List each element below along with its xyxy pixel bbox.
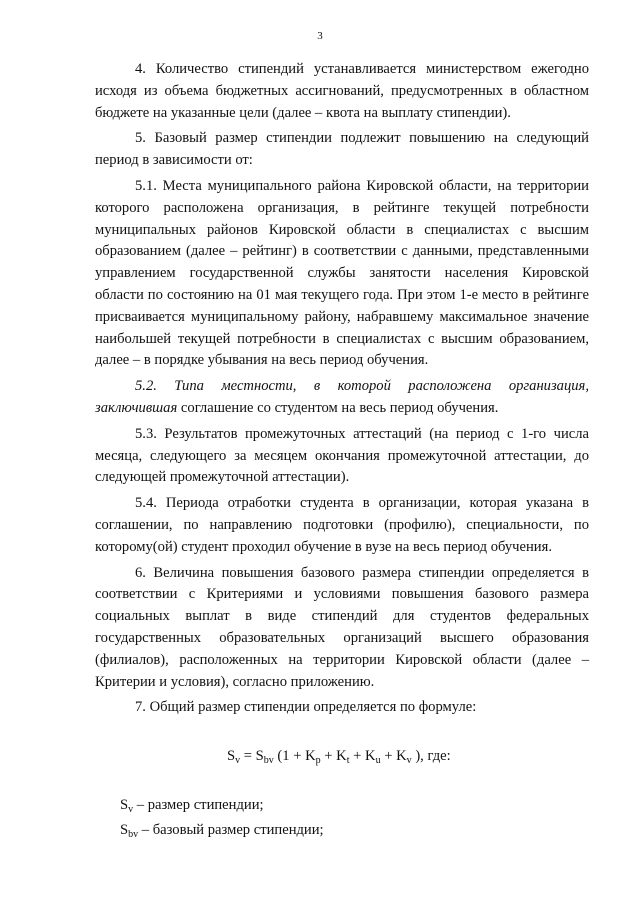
stipend-formula: $S_v = S_{bv}$ ($1 + K_p + K_t + K_u + K_v$ ), где: [227, 748, 451, 766]
definition-item: $S_v$ – размер стипендии; [120, 797, 264, 815]
definition-item: $S_{bv}$ – базовый размер стипендии; [120, 822, 324, 840]
formula-definitions [120, 793, 324, 843]
paragraph-7: 7. Общий размер стипендии определяется по формуле: [135, 699, 477, 716]
paragraph-5-2 [95, 376, 589, 420]
paragraph-5: 5. Базовый размер стипендии подлежит повышению на следующий период в зависимости от: [95, 130, 589, 169]
paragraph-4: 4. Количество стипендий устанавливается министерством ежегодно исходя из объема бюджетных ассигнований, предусмотренных в областном бюджете на указанные цели (далее – квота на выплату стипендии). [95, 61, 589, 121]
paragraph-5-1: 5.1. Места муниципального района Кировской области, на территории которого расположена организация, в рейтинге текущей потребности муниципальных районов Кировской области в специалистах с высшим образованием (далее – рейтинг) в соответствии с данными, представленными управлением государственной службы занятости населения Кировской области по состоянию на 01 мая текущего года. При этом 1-е место в рейтинге присваивается муниципальному району, набравшему максимальное значение наибольшей текущей потребности в специалистах с высшим образованием, далее – в порядке убывания на весь период обучения. [95, 177, 589, 369]
page-number: 3 [317, 30, 323, 42]
paragraph-5-2-italic: 5.2. Типа местности, в которой расположена организация, заключившая [95, 378, 589, 416]
paragraph-6: 6. Величина повышения базового размера стипендии определяется в соответствии с Критериями и условиями повышения базового размера социальных выплат в виде стипендий для студентов федеральных государственных образовательных организаций высшего образования (филиалов), расположенных на территории Кировской области (далее – Критерии и условия), согласно приложению. [95, 564, 589, 690]
paragraph-5-2-rest: соглашение со студентом на весь период обучения. [177, 399, 499, 416]
paragraph-5-4: 5.4. Периода отработки студента в организации, которая указана в соглашении, по направлению подготовки (профилю), специальности, по которому(ой) студент проходил обучение в вузе на весь период обучения. [95, 495, 589, 555]
paragraph-5-3: 5.3. Результатов промежуточных аттестаций (на период с 1-го числа месяца, следующего за месяцем окончания промежуточной аттестации, до следующей промежуточной аттестации). [95, 425, 589, 486]
document-body [95, 59, 589, 723]
